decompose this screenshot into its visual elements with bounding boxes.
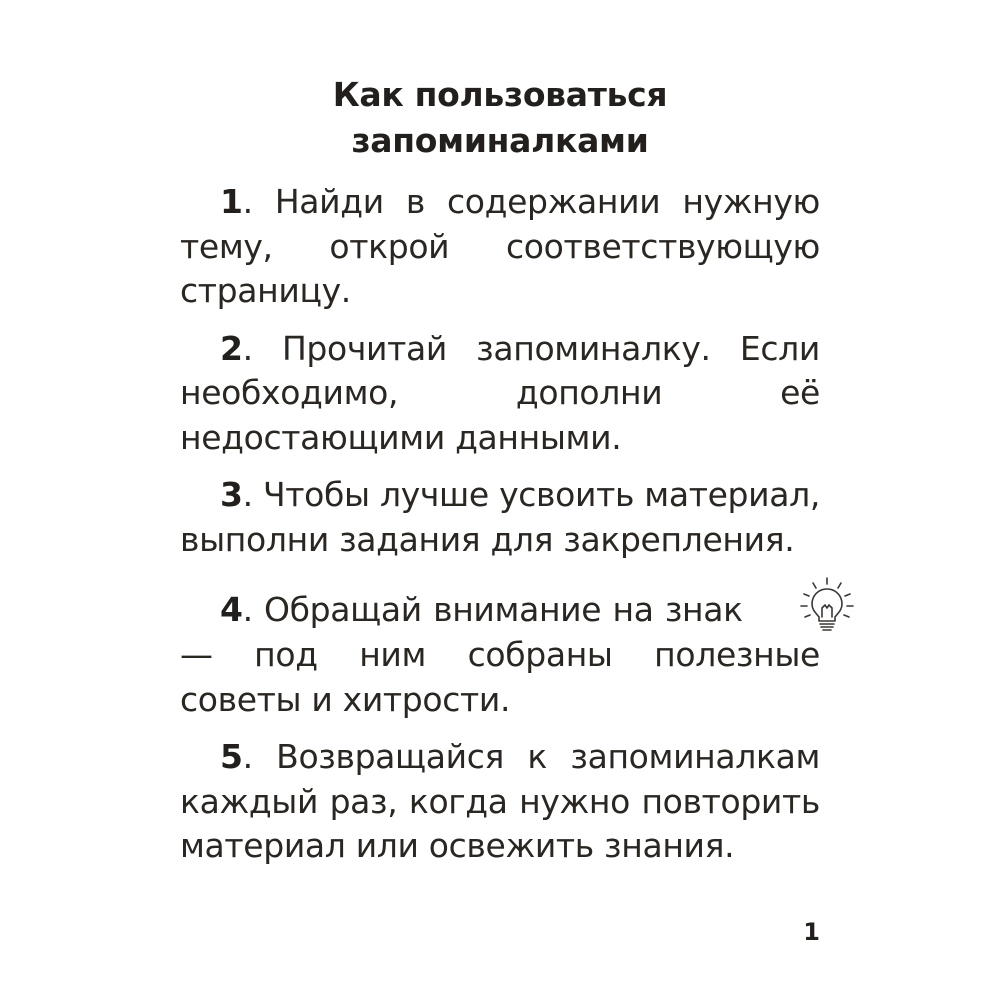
instructions-list (180, 180, 820, 882)
step-number-dot: . (242, 182, 253, 221)
step-number-dot: . (242, 328, 253, 368)
step-text: Возвращайся к запоминалкам каждый раз, когда нужно повторить материал или освежить знания. (180, 737, 821, 865)
step-1 (180, 180, 820, 314)
title-line-2: запоминалками (351, 121, 649, 160)
page-title (200, 72, 800, 164)
step-number: 3 (220, 475, 243, 514)
step-number: 4 (220, 590, 243, 629)
title-line-1: Как пользоваться (332, 75, 668, 114)
step-4 (180, 575, 820, 722)
step-3 (180, 473, 820, 562)
step-text: Прочитай запоминалку. Если необходимо, дополни её недостающими данными. (180, 328, 821, 457)
step-text: Найди в содержании нужную тему, открой соответствующую страницу. (180, 182, 820, 310)
step-number-dot: . (242, 590, 253, 629)
lightbulb-icon (756, 575, 818, 633)
step-text-before-icon: Обращай внимание на знак (264, 590, 743, 629)
step-number-dot: . (242, 475, 253, 514)
step-number-dot: . (242, 737, 253, 776)
step-text: Чтобы лучше усвоить материал, выполни задания для закрепления. (180, 475, 820, 559)
step-5 (180, 735, 820, 869)
step-text-after-icon: — под ним собраны полезные советы и хитрости. (180, 635, 820, 719)
page-number: 1 (803, 918, 820, 946)
step-2 (180, 327, 820, 461)
step-number: 2 (220, 328, 243, 368)
step-number: 1 (220, 182, 243, 221)
step-number: 5 (220, 737, 243, 776)
